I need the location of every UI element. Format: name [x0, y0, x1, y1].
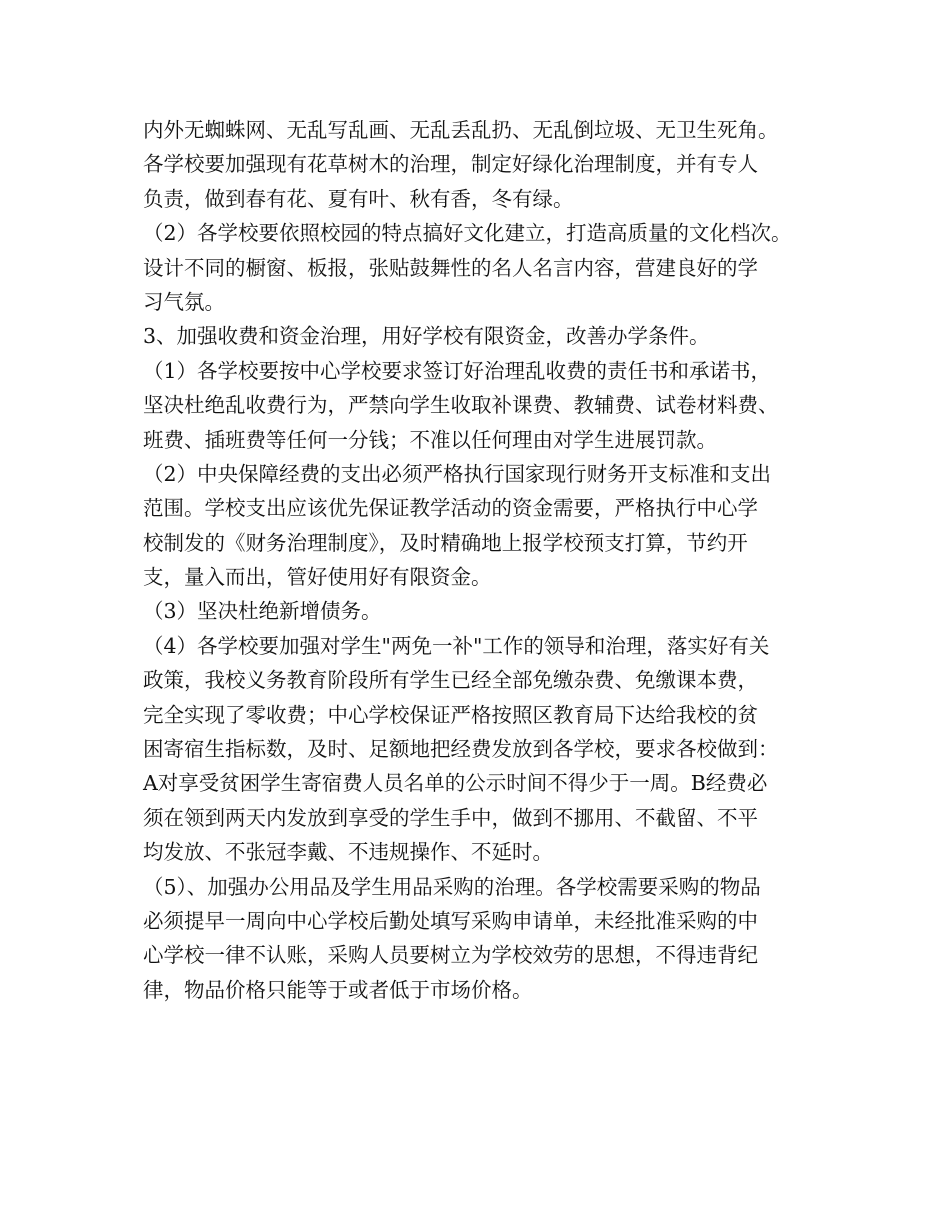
text-line: 负责，做到春有花、夏有叶、秋有香，冬有绿。 [143, 186, 574, 211]
text-line: 均发放、不张冠李戴、不违规操作、不延时。 [143, 840, 553, 865]
text-line: 校制发的《财务治理制度》，及时精确地上报学校预支打算，节约开 [143, 530, 748, 555]
text-line: 习气氛。 [143, 289, 225, 314]
text-line: 政策，我校义务教育阶段所有学生已经全部免缴杂费、免缴课本费， [143, 668, 758, 693]
text-line: 完全实现了零收费；中心学校保证严格按照区教育局下达给我校的贫 [143, 702, 758, 727]
text-line: （4）各学校要加强对学生"两免一补"工作的领导和治理，落实好有关 [143, 633, 770, 658]
text-line: 支，量入而出，管好使用好有限资金。 [143, 565, 492, 590]
text-line: 各学校要加强现有花草树木的治理，制定好绿化治理制度，并有专人 [143, 152, 758, 177]
text-line: 须在领到两天内发放到享受的学生手中，做到不挪用、不截留、不平 [143, 805, 758, 830]
text-line: 3、加强收费和资金治理，用好学校有限资金，改善办学条件。 [143, 324, 710, 349]
text-line: 坚决杜绝乱收费行为，严禁向学生收取补课费、教辅费、试卷材料费、 [143, 393, 779, 418]
text-line: 范围。学校支出应该优先保证教学活动的资金需要，严格执行中心学 [143, 496, 758, 521]
text-line: 班费、插班费等任何一分钱；不准以任何理由对学生进展罚款。 [143, 427, 717, 452]
document-body [143, 113, 843, 1007]
text-line: 内外无蜘蛛网、无乱写乱画、无乱丢乱扔、无乱倒垃圾、无卫生死角。 [143, 118, 779, 142]
text-line: 设计不同的橱窗、板报，张贴鼓舞性的名人名言内容，营建良好的学 [143, 255, 758, 280]
text-line: 困寄宿生指标数，及时、足额地把经费发放到各学校，要求各校做到： [143, 737, 779, 762]
text-line: （2）中央保障经费的支出必须严格执行国家现行财务开支标准和支出 [143, 461, 772, 486]
text-line: A对享受贫困学生寄宿费人员名单的公示时间不得少于一周。B经费必 [143, 771, 768, 796]
text-line: （3）坚决杜绝新增债务。 [143, 599, 382, 624]
text-line: （2）各学校要依照校园的特点搞好文化建立，打造高质量的文化档次。 [143, 221, 792, 246]
text-line: 必须提早一周向中心学校后勤处填写采购申请单，未经批准采购的中 [143, 908, 758, 933]
text-line: 心学校一律不认账，采购人员要树立为学校效劳的思想，不得违背纪 [143, 943, 758, 968]
text-line: （1）各学校要按中心学校要求签订好治理乱收费的责任书和承诺书， [143, 358, 772, 383]
text-line: （5）、加强办公用品及学生用品采购的治理。各学校需要采购的物品 [143, 874, 761, 899]
text-line: 律，物品价格只能等于或者低于市场价格。 [143, 977, 533, 1002]
